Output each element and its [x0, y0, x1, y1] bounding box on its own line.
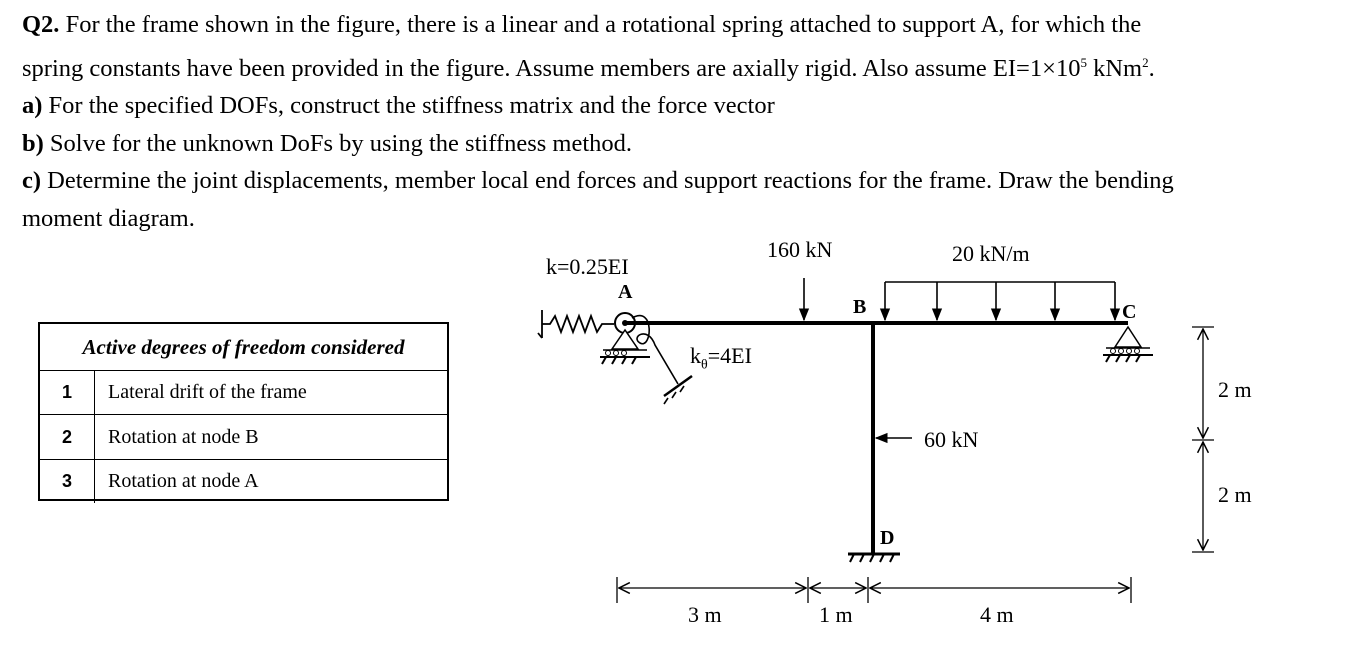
node-b-label: B — [853, 296, 867, 318]
linear-spring — [538, 310, 614, 338]
dimension-3m: 3 m — [688, 602, 722, 627]
dimension-2m-bottom: 2 m — [1218, 482, 1252, 507]
horizontal-dimensions — [617, 577, 1131, 603]
node-c-label: C — [1122, 301, 1137, 323]
point-load-label: 160 kN — [767, 237, 833, 262]
rotational-spring-label: $k_\theta=4EI$ — [690, 343, 752, 373]
linear-spring-label: k=0.25EI — [546, 254, 629, 279]
dof-description: Rotation at node B — [108, 426, 259, 448]
dof-description: Lateral drift of the frame — [108, 381, 307, 403]
horizontal-load-label: 60 kN — [924, 427, 979, 452]
question-number: Q2. — [22, 11, 60, 38]
question-line-2: spring constants have been provided in the figure. Assume members are axially rigid. Also assume $EI=1\times 10^5$ kNm$^2$. — [22, 54, 1155, 82]
dof-number: 3 — [40, 459, 95, 503]
support-a — [600, 313, 650, 364]
dimension-4m: 4 m — [980, 602, 1014, 627]
part-b: b) Solve for the unknown DoFs by using the stiffness method. — [22, 129, 633, 157]
dimension-1m: 1 m — [819, 602, 853, 627]
dof-number: 2 — [40, 415, 95, 459]
rotational-spring — [632, 316, 692, 404]
distributed-load-label: 20 kN/m — [952, 241, 1030, 266]
dof-description: Rotation at node A — [108, 470, 259, 492]
node-d-label: D — [880, 527, 895, 549]
dof-number: 1 — [40, 370, 95, 414]
question-line-1: Q2. For the frame shown in the figure, there is a linear and a rotational spring attached to support A, for which the — [22, 11, 1142, 38]
part-c: c) Determine the joint displacements, member local end forces and support reactions for the frame. Draw the bending — [22, 167, 1174, 195]
dof-table-header: Active degrees of freedom considered — [40, 324, 447, 371]
vertical-dimensions — [1192, 327, 1214, 552]
dimension-2m-top: 2 m — [1218, 377, 1252, 402]
support-d — [848, 554, 900, 562]
distributed-load — [885, 282, 1115, 320]
part-a: a) For the specified DOFs, construct the stiffness matrix and the force vector — [22, 92, 775, 120]
part-c-cont: moment diagram. — [22, 204, 195, 232]
support-c — [1103, 327, 1153, 362]
node-a-label: A — [618, 281, 633, 303]
